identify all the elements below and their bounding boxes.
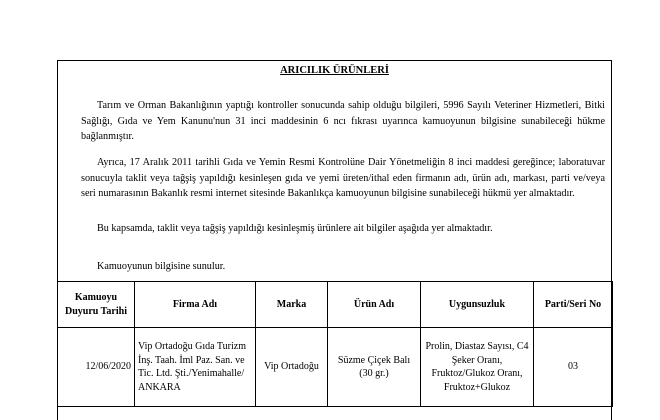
header-announcement-date: Kamuoyu Duyuru Tarihi bbox=[58, 282, 135, 328]
cell-announcement-date: 12/06/2020 bbox=[58, 328, 135, 407]
table-row bbox=[58, 328, 613, 407]
products-table bbox=[57, 281, 613, 407]
cell-batch-number: 03 bbox=[534, 328, 613, 407]
header-batch-number: Parti/Seri No bbox=[534, 282, 613, 328]
cell-nonconformity: Prolin, Diastaz Sayısı, C4 Şeker Oranı, Fruktoz/Glukoz Oranı, Fruktoz+Glukoz bbox=[421, 328, 534, 407]
paragraph-scope: Bu kapsamda, taklit veya tağşiş yapıldığı kesinleşmiş ürünlere ait bilgiler aşağıda yer almaktadır. bbox=[97, 223, 493, 234]
document-title: ARICILIK ÜRÜNLERİ bbox=[280, 65, 389, 76]
cell-firm-name: Vip Ortadoğu Gıda Turizm İnş. Taah. İml Paz. San. ve Tic. Ltd. Şti./Yenimahalle/ ANKARA bbox=[135, 328, 256, 407]
paragraph-legal-basis: Tarım ve Orman Bakanlığının yaptığı kontroller sonucunda sahip olduğu bilgileri, 5996 Sayılı Veteriner Hizmetleri, Bitki Sağlığı, Gıda ve Yem Kanunu'nun 31 inci maddesinin 6 ncı fıkrası uyarınca kamuoyunun bilgisine sunabileceği hükme bağlanmıştır. bbox=[81, 100, 605, 142]
cell-brand: Vip Ortadoğu bbox=[256, 328, 328, 407]
cell-product-name: Süzme Çiçek Balı (30 gr.) bbox=[328, 328, 421, 407]
paragraph-notice: Kamuoyunun bilgisine sunulur. bbox=[97, 261, 226, 272]
table-header-row bbox=[58, 282, 613, 328]
paragraph-regulation: Ayrıca, 17 Aralık 2011 tarihli Gıda ve Yemin Resmi Kontrolüne Dair Yönetmeliğin 8 inci maddesi gereğince; laboratuvar sonucuyla taklit veya tağşiş yapıldığı kesinleşen gıda ve yemi üreten/ithal eden firmanın adı, ürün adı, markası, parti ve/veya seri numarasının Bakanlık resmi internet sitesinde Bakanlıkça kamuoyunun bilgisine sunabileceği hükmü yer almaktadır. bbox=[81, 157, 605, 199]
document-frame bbox=[57, 60, 612, 420]
header-brand: Marka bbox=[256, 282, 328, 328]
header-product-name: Ürün Adı bbox=[328, 282, 421, 328]
header-nonconformity: Uygunsuzluk bbox=[421, 282, 534, 328]
header-firm-name: Firma Adı bbox=[135, 282, 256, 328]
